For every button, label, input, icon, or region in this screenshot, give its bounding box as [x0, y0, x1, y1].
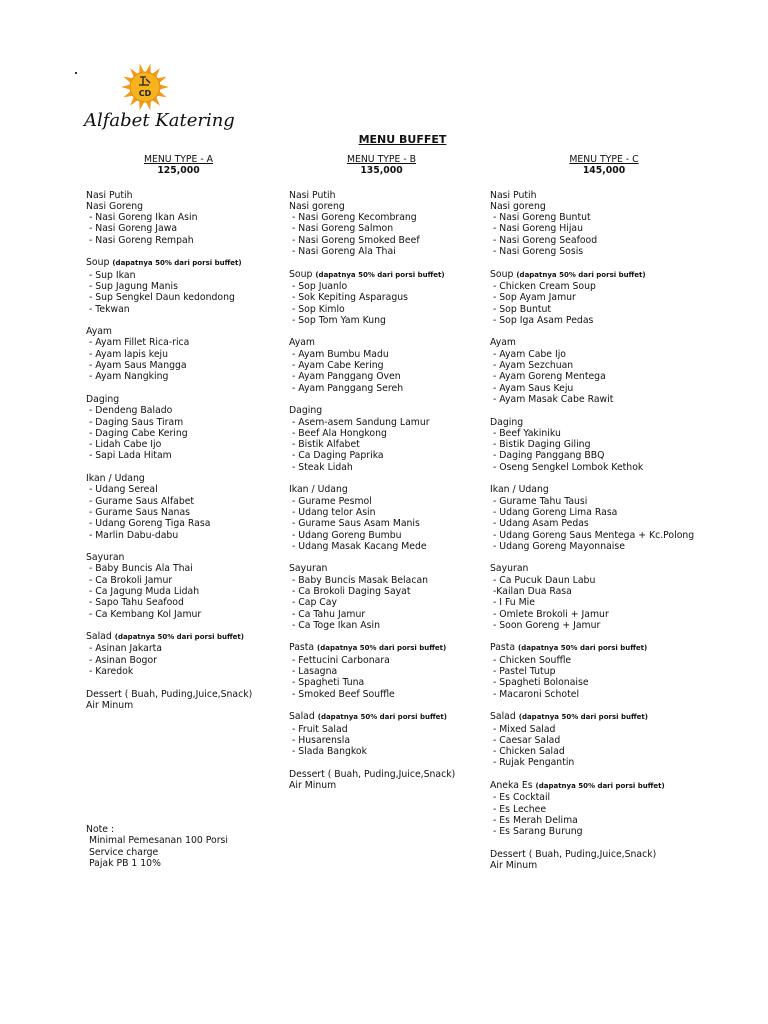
menu-section — [289, 769, 479, 792]
menu-item: - Ca Brokoli Jamur — [86, 574, 173, 586]
menu-column-a — [86, 154, 276, 711]
menu-item: - Ca Daging Paprika — [289, 450, 384, 462]
section-title: Pasta — [490, 642, 516, 654]
menu-item: - Dendeng Balado — [86, 405, 173, 417]
menu-item: - Lidah Cabe Ijo — [86, 439, 162, 451]
menu-item: - Daging Panggang BBQ — [490, 450, 605, 462]
menu-item: - Beef Yakiniku — [490, 427, 561, 439]
menu-item: - Gurame Saus Alfabet — [86, 495, 195, 507]
section-heading — [86, 257, 276, 269]
section-heading — [490, 780, 740, 792]
menu-item: - Ayam lapis keju — [86, 348, 169, 360]
menu-item: - Ayam Panggang Oven — [289, 371, 401, 383]
menu-section — [490, 269, 740, 326]
menu-item: - Es Merah Delima — [490, 814, 578, 826]
menu-item: Nasi goreng — [289, 200, 345, 212]
menu-price: 145,000 — [582, 165, 626, 177]
menu-item: Nasi Putih — [289, 189, 336, 201]
section-title: Salad — [490, 711, 516, 723]
section-heading — [490, 642, 740, 654]
menu-item: - Udang Asam Pedas — [490, 518, 589, 530]
menu-item: - Udang Goreng Bumbu — [289, 529, 402, 541]
menu-header — [289, 154, 474, 177]
menu-item: - Daging Saus Tiram — [86, 416, 184, 428]
menu-item: - Sapo Tahu Seafood — [86, 597, 184, 609]
sun-ray — [121, 85, 130, 90]
section-title: Ayam — [289, 337, 315, 349]
menu-item: - Beef Ala Hongkong — [289, 427, 387, 439]
menu-type: MENU TYPE - A — [143, 154, 214, 165]
menu-item: - Ca Jagung Muda Lidah — [86, 585, 200, 597]
menu-item: - Udang telor Asin — [289, 506, 376, 518]
section-heading — [86, 552, 276, 563]
section-heading — [289, 337, 479, 348]
menu-section — [490, 849, 740, 872]
section-heading — [86, 631, 276, 643]
note-line: Pajak PB 1 10% — [86, 857, 161, 869]
menu-section — [289, 337, 479, 393]
menu-item: - Nasi Goreng Ala Thai — [289, 246, 396, 258]
menu-section — [289, 190, 479, 258]
section-title: Salad — [86, 631, 112, 643]
menu-price: 125,000 — [157, 165, 200, 177]
brand-name: Alfabet Katering — [84, 110, 235, 131]
section-title: Ikan / Udang — [490, 484, 549, 496]
menu-item: - Asinan Bogor — [86, 654, 157, 666]
menu-item: - Ayam Saus Keju — [490, 382, 574, 394]
menu-item: - Macaroni Schotel — [490, 688, 580, 700]
section-title: Soup — [490, 268, 514, 280]
section-note: (dapatnya 50% dari porsi buffet) — [315, 270, 445, 279]
menu-item: - Ayam Cabe Ijo — [490, 348, 566, 360]
menu-item: - Sop Juanlo — [289, 280, 348, 292]
section-title: Sayuran — [289, 563, 328, 575]
menu-item: Nasi goreng — [490, 200, 546, 212]
menu-item: - Husarensla — [289, 734, 351, 746]
menu-section — [289, 269, 479, 326]
menu-item: - Udang Goreng Saus Mentega + Kc.Polong — [490, 529, 695, 541]
menu-item: - Ayam Nangking — [86, 371, 169, 383]
menu-type: MENU TYPE - B — [346, 154, 417, 165]
menu-item: - Chicken Souffle — [490, 654, 572, 666]
menu-section — [490, 642, 740, 699]
menu-item: - Nasi Goreng Kecombrang — [289, 212, 417, 224]
menu-item: - Nasi Goreng Seafood — [490, 234, 598, 246]
section-note: (dapatnya 50% dari porsi buffet) — [114, 633, 244, 642]
section-heading — [289, 484, 479, 495]
menu-item: - Omlete Brokoli + Jamur — [490, 608, 609, 620]
menu-column-c — [490, 154, 740, 871]
menu-section — [86, 190, 276, 246]
menu-item: - I Fu Mie — [490, 597, 535, 609]
menu-item: - Karedok — [86, 666, 134, 678]
menu-section — [289, 405, 479, 473]
logo-text: CD — [138, 89, 152, 98]
menu-item: - Udang Sereal — [86, 484, 158, 496]
menu-section — [490, 190, 740, 258]
menu-item: Nasi Putih — [86, 189, 133, 201]
menu-section — [86, 473, 276, 541]
menu-item: - Nasi Goreng Ikan Asin — [86, 212, 198, 224]
menu-section — [86, 257, 276, 314]
section-heading — [86, 473, 276, 484]
menu-item: - Sop Ayam Jamur — [490, 292, 576, 304]
menu-item: - Slada Bangkok — [289, 746, 367, 758]
menu-item: - Nasi Goreng Salmon — [289, 223, 394, 235]
menu-item: - Pastel Tutup — [490, 666, 556, 678]
menu-item: - Ayam Fillet Rica-rica — [86, 337, 190, 349]
menu-item: - Sapi Lada Hitam — [86, 450, 172, 462]
menu-item: - Ca Pucuk Daun Labu — [490, 574, 596, 586]
section-note: (dapatnya 50% dari porsi buffet) — [317, 713, 447, 722]
menu-section — [86, 689, 276, 712]
sun-logo-icon — [112, 62, 178, 112]
menu-section — [490, 711, 740, 768]
sun-ray — [160, 85, 169, 90]
menu-item: - Soon Goreng + Jamur — [490, 619, 601, 631]
menu-column-b — [289, 154, 479, 791]
menu-item: - Nasi Goreng Sosis — [490, 246, 584, 258]
menu-item: - Gurame Saus Asam Manis — [289, 518, 420, 530]
section-note: (dapatnya 50% dari porsi buffet) — [317, 644, 447, 653]
menu-item: - Ayam Goreng Mentega — [490, 371, 606, 383]
menu-item: - Lasagna — [289, 666, 338, 678]
section-heading — [490, 337, 740, 348]
menu-type: MENU TYPE - C — [569, 154, 639, 165]
menu-item: - Tekwan — [86, 303, 130, 315]
section-heading — [289, 269, 479, 281]
menu-item: - Nasi Goreng Hijau — [490, 223, 584, 235]
menu-item: - Sup Jagung Manis — [86, 280, 178, 292]
section-heading — [490, 711, 740, 723]
menu-item: - Baby Buncis Ala Thai — [86, 563, 193, 575]
note-line: Minimal Pemesanan 100 Porsi — [86, 835, 228, 847]
menu-section — [86, 326, 276, 382]
section-title: Daging — [490, 416, 524, 428]
menu-item: - Baby Buncis Masak Belacan — [289, 574, 429, 586]
menu-item: - Udang Masak Kacang Mede — [289, 540, 427, 552]
menu-item: - Ca Toge Ikan Asin — [289, 619, 380, 631]
menu-section — [86, 552, 276, 620]
menu-header — [86, 154, 271, 177]
menu-item: Dessert ( Buah, Puding,Juice,Snack) — [490, 848, 657, 860]
menu-item: - Sop Tom Yam Kung — [289, 314, 386, 326]
menu-section — [289, 711, 479, 757]
menu-item: Nasi Goreng — [86, 200, 144, 212]
section-title: Daging — [289, 405, 323, 417]
menu-item: - Caesar Salad — [490, 734, 561, 746]
menu-item: Dessert ( Buah, Puding,Juice,Snack) — [289, 768, 456, 780]
menu-item: - Gurame Saus Nanas — [86, 506, 190, 518]
menu-item: - Fettucini Carbonara — [289, 654, 390, 666]
section-heading — [289, 711, 479, 723]
note-block — [86, 824, 228, 869]
menu-item: Air Minum — [490, 860, 538, 872]
menu-item: - Ca Brokoli Daging Sayat — [289, 585, 411, 597]
menu-section — [289, 484, 479, 552]
menu-item: - Oseng Sengkel Lombok Kethok — [490, 461, 644, 473]
menu-item: - Ayam Masak Cabe Rawit — [490, 393, 614, 405]
section-note: (dapatnya 50% dari porsi buffet) — [535, 782, 665, 791]
speck — [75, 72, 77, 74]
menu-item: - Udang Goreng Tiga Rasa — [86, 518, 211, 530]
menu-section — [490, 337, 740, 405]
section-heading — [490, 269, 740, 281]
menu-item: - Es Cocktail — [490, 792, 551, 804]
menu-price: 135,000 — [360, 165, 403, 177]
menu-item: - Cap Cay — [289, 597, 338, 609]
menu-section — [289, 642, 479, 699]
menu-item: - Ca Kembang Kol Jamur — [86, 608, 202, 620]
menu-item: - Ayam Sezchuan — [490, 360, 574, 372]
section-note: (dapatnya 50% dari porsi buffet) — [518, 713, 648, 722]
menu-item: Air Minum — [289, 780, 337, 792]
menu-item: - Rujak Pengantin — [490, 757, 575, 769]
menu-section — [86, 394, 276, 462]
menu-section — [490, 780, 740, 837]
menu-item: Nasi Putih — [490, 189, 537, 201]
section-note: (dapatnya 50% dari porsi buffet) — [112, 259, 242, 268]
section-heading — [490, 417, 740, 428]
section-heading — [490, 563, 740, 574]
section-title: Salad — [289, 711, 315, 723]
menu-item: - Udang Goreng Mayonnaise — [490, 540, 625, 552]
section-title: Aneka Es — [490, 780, 533, 792]
section-heading — [490, 484, 740, 495]
menu-item: - Es Lechee — [490, 803, 547, 815]
menu-item: - Daging Cabe Kering — [86, 427, 188, 439]
menu-item: - Nasi Goreng Smoked Beef — [289, 234, 420, 246]
menu-item: - Sup Ikan — [86, 269, 136, 281]
menu-item: Dessert ( Buah, Puding,Juice,Snack) — [86, 688, 253, 700]
section-heading — [86, 326, 276, 337]
menu-item: - Ayam Panggang Sereh — [289, 382, 404, 394]
menu-header — [490, 154, 718, 177]
menu-item: - Chicken Salad — [490, 746, 565, 758]
section-title: Sayuran — [86, 552, 125, 564]
section-title: Daging — [86, 393, 120, 405]
section-title: Sayuran — [490, 563, 529, 575]
menu-item: - Chicken Cream Soup — [490, 280, 596, 292]
section-title: Ayam — [490, 337, 516, 349]
menu-item: - Spagheti Bolonaise — [490, 677, 589, 689]
menu-section — [490, 417, 740, 473]
menu-section — [289, 563, 479, 631]
menu-item: - Ayam Cabe Kering — [289, 360, 384, 372]
note-label: Note : — [86, 824, 115, 835]
menu-section — [490, 563, 740, 631]
menu-item: - Udang Goreng Lima Rasa — [490, 506, 618, 518]
menu-item: - Sop Buntut — [490, 303, 552, 315]
menu-item: -Kailan Dua Rasa — [490, 585, 572, 597]
section-title: Soup — [289, 268, 313, 280]
section-heading — [289, 563, 479, 574]
section-title: Soup — [86, 257, 110, 269]
menu-item: - Gurame Tahu Tausi — [490, 495, 588, 507]
menu-item: - Sop Iga Asam Pedas — [490, 314, 594, 326]
menu-item: - Ayam Bumbu Madu — [289, 348, 389, 360]
section-heading — [86, 394, 276, 405]
menu-item: - Ca Tahu Jamur — [289, 608, 366, 620]
menu-item: - Es Sarang Burung — [490, 826, 583, 838]
menu-item: - Fruit Salad — [289, 723, 348, 735]
menu-item: - Nasi Goreng Jawa — [86, 223, 178, 235]
menu-item: Air Minum — [86, 699, 134, 711]
menu-item: - Bistik Daging Giling — [490, 439, 591, 451]
menu-item: - Steak Lidah — [289, 461, 353, 473]
menu-section — [490, 484, 740, 552]
menu-item: - Ayam Saus Mangga — [86, 360, 187, 372]
menu-item: - Bistik Alfabet — [289, 439, 360, 451]
menu-item: - Spagheti Tuna — [289, 677, 365, 689]
menu-item: - Sup Sengkel Daun kedondong — [86, 292, 235, 304]
page-title: MENU BUFFET — [358, 133, 447, 146]
section-title: Pasta — [289, 642, 315, 654]
section-heading — [289, 642, 479, 654]
menu-item: - Smoked Beef Souffle — [289, 688, 395, 700]
menu-item: - Sok Kepiting Asparagus — [289, 292, 408, 304]
section-note: (dapatnya 50% dari porsi buffet) — [516, 270, 646, 279]
menu-item: - Sop Kimlo — [289, 303, 345, 315]
note-line: Service charge — [86, 846, 159, 858]
section-title: Ikan / Udang — [289, 484, 348, 496]
menu-item: - Nasi Goreng Rempah — [86, 234, 194, 246]
menu-item: - Marlin Dabu-dabu — [86, 529, 179, 541]
menu-item: - Asem-asem Sandung Lamur — [289, 416, 430, 428]
section-title: Ayam — [86, 326, 112, 338]
menu-item: - Gurame Pesmol — [289, 495, 372, 507]
menu-item: - Mixed Salad — [490, 723, 556, 735]
section-heading — [289, 405, 479, 416]
section-note: (dapatnya 50% dari porsi buffet) — [518, 644, 648, 653]
menu-item: - Asinan Jakarta — [86, 643, 163, 655]
section-title: Ikan / Udang — [86, 473, 145, 485]
menu-section — [86, 631, 276, 677]
menu-item: - Nasi Goreng Buntut — [490, 212, 591, 224]
